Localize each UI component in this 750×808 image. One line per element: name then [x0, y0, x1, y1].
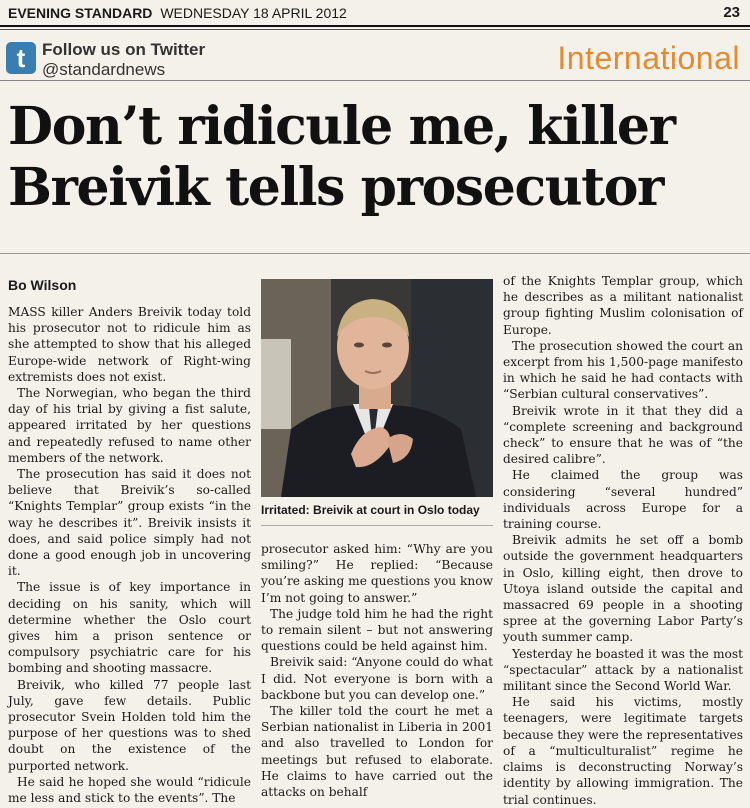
- paragraph: He said he hoped she would “ridicule me less and stick to the events”. The: [8, 774, 251, 806]
- caption-label: Irritated:: [261, 503, 310, 517]
- twitter-promo-label: Follow us on Twitter: [42, 40, 206, 59]
- paragraph: of the Knights Templar group, which he describes as a militant nationalist group fighting Muslim colonisation of Europe.: [503, 274, 743, 337]
- paragraph: Breivik said: “Anyone could do what I did. Not everyone is born with a backbone but you can develop one.”: [261, 655, 493, 702]
- caption-rule: [261, 525, 493, 526]
- twitter-icon: t: [6, 42, 36, 74]
- photo-illustration: [261, 279, 493, 497]
- paragraph: MASS killer Anders Breivik today told his prosecutor not to ridicule him as she attempted to show that his alleged Europe-wide network of Right-wing extremists does not exist.: [8, 305, 251, 384]
- paragraph: Yesterday he boasted it was the most “spectacular” attack by a nationalist militant since the Second World War.: [503, 646, 743, 694]
- paragraph: The judge told him he had the right to remain silent – but not answering questions could be held against him.: [261, 606, 493, 654]
- article-column-3: [503, 273, 743, 808]
- issue-date: WEDNESDAY 18 APRIL 2012: [160, 5, 347, 21]
- paragraph: The issue is of key importance in deciding on his sanity, which will determine whether the Oslo court gives him a prison sentence or compulsory psychiatric care for his bombing and shooting massacre.: [8, 580, 251, 676]
- paragraph: He said his victims, mostly teenagers, were legitimate targets because they were the representatives of a “multiculturalist” regime he claims is deconstructing Norway’s identity by allowing immigration. The trial continues.: [503, 695, 743, 807]
- top-rule-thin: [0, 29, 750, 30]
- article-column-2: [261, 541, 493, 800]
- paragraph: The prosecution showed the court an excerpt from his 1,500-page manifesto in which he said he had contacts with “Serbian cultural conservatives”.: [503, 338, 743, 402]
- twitter-handle: @standardnews: [42, 60, 166, 79]
- caption-text: Breivik at court in Oslo today: [309, 503, 480, 517]
- byline: Bo Wilson: [8, 277, 77, 293]
- paragraph: prosecutor asked him: “Why are you smiling?” He replied: “Because you’re asking me questions you know I’m not going to answer.”: [261, 542, 494, 605]
- paragraph: Breivik, who killed 77 people last July, gave few details. Public prosecutor Svein Holden told him the purpose of her questions was to shed doubt on the existence of the purported network.: [8, 677, 251, 773]
- headline: Don’t ridicule me, killer Breivik tells prosecutor: [8, 96, 675, 218]
- paragraph: He claimed the group was considering “several hundred” individuals across Europe for a training course.: [503, 468, 743, 532]
- paper-name: EVENING STANDARD: [8, 5, 153, 21]
- page-number: 23: [723, 4, 740, 21]
- breivik-photo: [261, 279, 493, 497]
- photo-caption: [261, 503, 493, 517]
- headline-rule: [0, 253, 750, 254]
- article-column-1: [8, 304, 251, 806]
- paragraph: Breivik admits he set off a bomb outside the government headquarters in Oslo, killing eight, then drove to Utoya island outside the capital and massacred 69 people in a shooting spree at the governing Labor Party’s youth summer camp.: [503, 533, 743, 645]
- top-rule: [0, 25, 750, 27]
- section-label: International: [557, 40, 740, 76]
- paragraph: The Norwegian, who began the third day of his trial by giving a fist salute, appeared irritated by her questions and repeatedly refused to name other members of the network.: [8, 386, 251, 465]
- section-rule: [0, 80, 750, 81]
- paragraph: Breivik wrote in it that they did a “complete screening and background check” to ensure that he was of “the desired calibre”.: [503, 403, 743, 467]
- paragraph: The prosecution has said it does not believe that Breivik’s so-called “Knights Templar” group exists “in the way he describes it”. Breivik insists it does, and said police simply had not done a good enough job in uncovering it.: [8, 467, 251, 579]
- masthead: [8, 4, 742, 22]
- paragraph: The killer told the court he met a Serbian nationalist in Liberia in 2001 and also travelled to London for meetings but refused to elaborate. He claims to have carried out the attacks on behalf: [261, 704, 493, 800]
